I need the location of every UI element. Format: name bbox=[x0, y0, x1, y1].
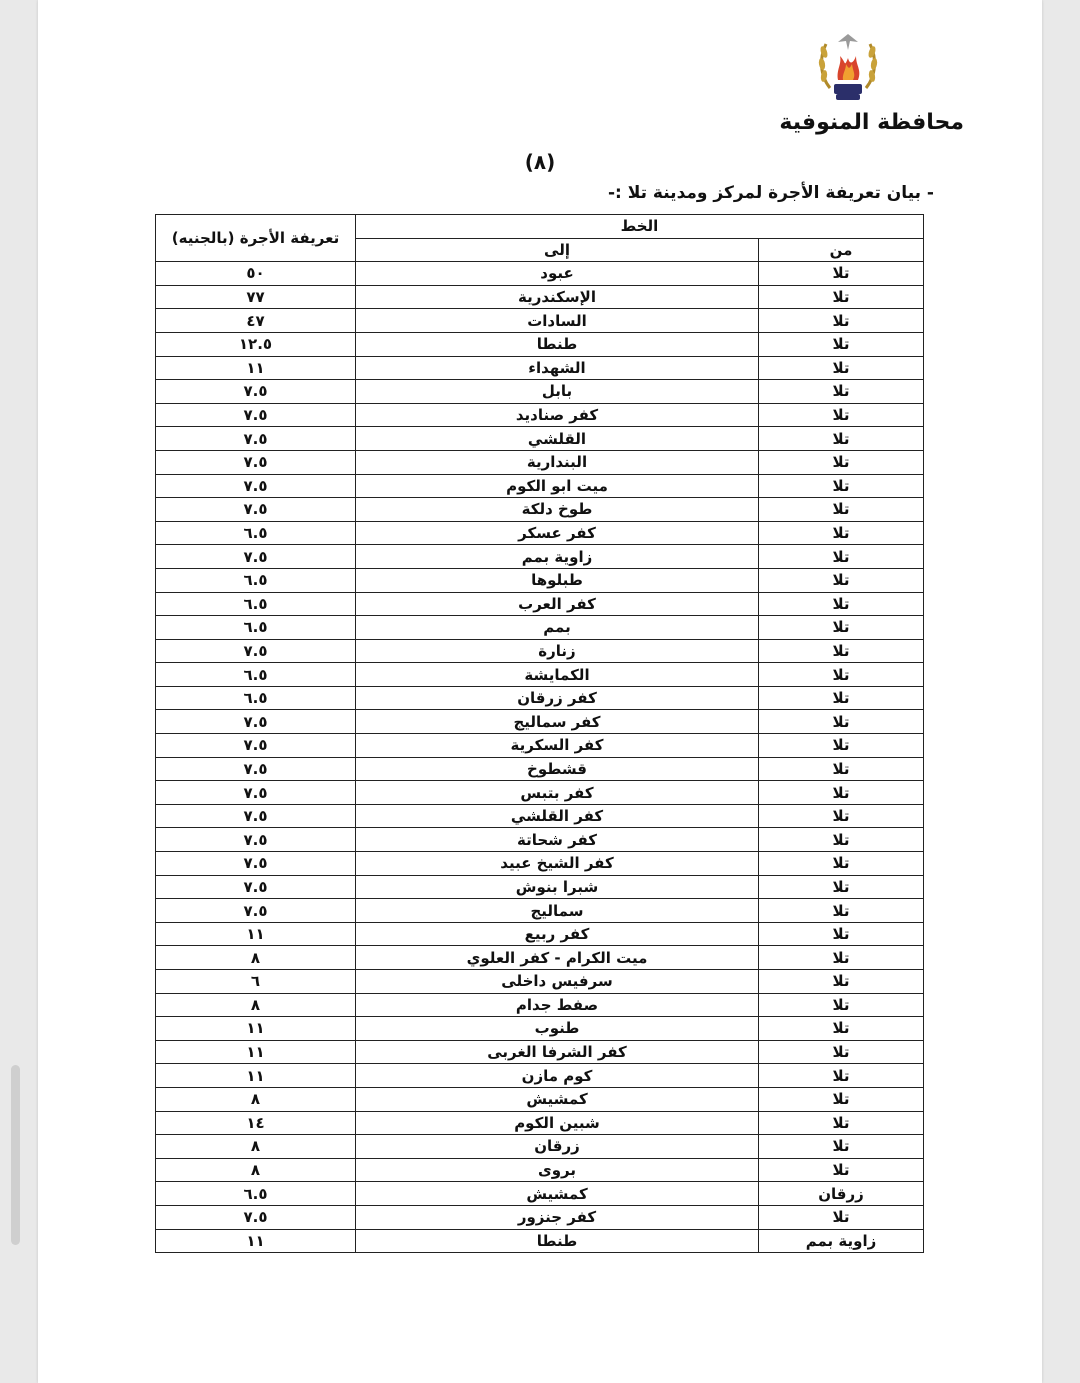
route-from-cell: تلا bbox=[759, 1135, 924, 1159]
fare-cell: ٨ bbox=[156, 946, 356, 970]
route-from-cell: تلا bbox=[759, 332, 924, 356]
fare-cell: ٧.٥ bbox=[156, 545, 356, 569]
route-to-cell: الكمايشة bbox=[356, 663, 759, 687]
fare-cell: ٨ bbox=[156, 1087, 356, 1111]
table-row bbox=[156, 450, 924, 474]
route-to-cell: كفر العرب bbox=[356, 592, 759, 616]
table-row bbox=[156, 1229, 924, 1253]
route-to-cell: سماليج bbox=[356, 899, 759, 923]
table-row bbox=[156, 592, 924, 616]
table-row bbox=[156, 899, 924, 923]
route-to-cell: كفر ربيع bbox=[356, 922, 759, 946]
route-to-cell: كمشيش bbox=[356, 1182, 759, 1206]
route-from-cell: تلا bbox=[759, 1158, 924, 1182]
route-from-cell: تلا bbox=[759, 498, 924, 522]
fare-cell: ٨ bbox=[156, 1158, 356, 1182]
table-row bbox=[156, 1017, 924, 1041]
fare-cell: ٧.٥ bbox=[156, 474, 356, 498]
table-row bbox=[156, 1135, 924, 1159]
fare-cell: ٧.٥ bbox=[156, 450, 356, 474]
route-from-cell: تلا bbox=[759, 686, 924, 710]
route-to-cell: القلشي bbox=[356, 427, 759, 451]
route-to-cell: كفر بتبس bbox=[356, 781, 759, 805]
table-row bbox=[156, 262, 924, 286]
fare-cell: ١١ bbox=[156, 1064, 356, 1088]
route-to-cell: الإسكندرية bbox=[356, 285, 759, 309]
table-row bbox=[156, 1205, 924, 1229]
route-to-cell: زرقان bbox=[356, 1135, 759, 1159]
to-header: إلى bbox=[356, 238, 759, 262]
route-from-cell: زرقان bbox=[759, 1182, 924, 1206]
scrollbar-thumb[interactable] bbox=[11, 1065, 20, 1245]
table-row bbox=[156, 993, 924, 1017]
route-from-cell: تلا bbox=[759, 1087, 924, 1111]
route-from-cell: تلا bbox=[759, 450, 924, 474]
fare-cell: ٧.٥ bbox=[156, 734, 356, 758]
route-to-cell: طبلوها bbox=[356, 568, 759, 592]
from-header: من bbox=[759, 238, 924, 262]
table-row bbox=[156, 1111, 924, 1135]
table-row bbox=[156, 686, 924, 710]
governorate-name: محافظة المنوفية bbox=[779, 110, 964, 135]
table-row bbox=[156, 828, 924, 852]
table-row bbox=[156, 498, 924, 522]
route-from-cell: تلا bbox=[759, 474, 924, 498]
fare-cell: ٥٠ bbox=[156, 262, 356, 286]
route-from-cell: تلا bbox=[759, 262, 924, 286]
route-from-cell: تلا bbox=[759, 804, 924, 828]
fare-cell: ٧.٥ bbox=[156, 804, 356, 828]
page-number: (٨) bbox=[524, 150, 556, 174]
table-row bbox=[156, 285, 924, 309]
fare-cell: ٦.٥ bbox=[156, 521, 356, 545]
route-to-cell: كفر عسكر bbox=[356, 521, 759, 545]
route-from-cell: زاوية بمم bbox=[759, 1229, 924, 1253]
route-to-cell: بمم bbox=[356, 616, 759, 640]
route-from-cell: تلا bbox=[759, 946, 924, 970]
route-to-cell: البندارية bbox=[356, 450, 759, 474]
route-to-cell: سرفيس داخلى bbox=[356, 970, 759, 994]
fare-table-body bbox=[156, 262, 924, 1253]
fare-cell: ٤٧ bbox=[156, 309, 356, 333]
fare-table-header bbox=[156, 215, 924, 262]
route-to-cell: طنطا bbox=[356, 1229, 759, 1253]
table-row bbox=[156, 380, 924, 404]
route-to-cell: ميت ابو الكوم bbox=[356, 474, 759, 498]
table-row bbox=[156, 474, 924, 498]
table-row bbox=[156, 852, 924, 876]
fare-cell: ١١ bbox=[156, 1017, 356, 1041]
route-to-cell: بابل bbox=[356, 380, 759, 404]
route-from-cell: تلا bbox=[759, 545, 924, 569]
table-row bbox=[156, 781, 924, 805]
route-from-cell: تلا bbox=[759, 828, 924, 852]
table-row bbox=[156, 356, 924, 380]
route-from-cell: تلا bbox=[759, 309, 924, 333]
route-to-cell: طنوب bbox=[356, 1017, 759, 1041]
route-to-cell: كوم مازن bbox=[356, 1064, 759, 1088]
fare-cell: ١١ bbox=[156, 1229, 356, 1253]
fare-cell: ٦ bbox=[156, 970, 356, 994]
route-to-cell: السادات bbox=[356, 309, 759, 333]
fare-table bbox=[155, 214, 924, 1253]
table-row bbox=[156, 521, 924, 545]
table-row bbox=[156, 970, 924, 994]
route-from-cell: تلا bbox=[759, 356, 924, 380]
route-to-cell: قشطوخ bbox=[356, 757, 759, 781]
table-row bbox=[156, 639, 924, 663]
route-to-cell: كفر جنزور bbox=[356, 1205, 759, 1229]
route-to-cell: زنارة bbox=[356, 639, 759, 663]
table-row bbox=[156, 757, 924, 781]
route-to-cell: كفر القلشي bbox=[356, 804, 759, 828]
fare-cell: ٧٧ bbox=[156, 285, 356, 309]
route-to-cell: بروى bbox=[356, 1158, 759, 1182]
table-row bbox=[156, 1064, 924, 1088]
route-from-cell: تلا bbox=[759, 639, 924, 663]
fare-cell: ١١ bbox=[156, 356, 356, 380]
fare-cell: ٧.٥ bbox=[156, 781, 356, 805]
fare-cell: ٧.٥ bbox=[156, 427, 356, 451]
route-from-cell: تلا bbox=[759, 1040, 924, 1064]
fare-cell: ٧.٥ bbox=[156, 757, 356, 781]
route-to-cell: عبود bbox=[356, 262, 759, 286]
route-from-cell: تلا bbox=[759, 1205, 924, 1229]
route-from-cell: تلا bbox=[759, 568, 924, 592]
table-row bbox=[156, 922, 924, 946]
line-header: الخط bbox=[356, 215, 924, 239]
governorate-emblem-icon bbox=[816, 28, 880, 104]
route-to-cell: كفر الشيخ عبيد bbox=[356, 852, 759, 876]
route-from-cell: تلا bbox=[759, 899, 924, 923]
fare-cell: ٨ bbox=[156, 1135, 356, 1159]
fare-cell: ٧.٥ bbox=[156, 852, 356, 876]
fare-cell: ٨ bbox=[156, 993, 356, 1017]
table-row bbox=[156, 710, 924, 734]
table-row bbox=[156, 734, 924, 758]
fare-cell: ٧.٥ bbox=[156, 403, 356, 427]
fare-cell: ٦.٥ bbox=[156, 1182, 356, 1206]
route-from-cell: تلا bbox=[759, 852, 924, 876]
route-to-cell: كفر سماليج bbox=[356, 710, 759, 734]
fare-header: تعريفة الأجرة (بالجنيه) bbox=[156, 215, 356, 262]
route-from-cell: تلا bbox=[759, 781, 924, 805]
fare-cell: ١١ bbox=[156, 922, 356, 946]
fare-cell: ٧.٥ bbox=[156, 1205, 356, 1229]
route-to-cell: كفر صناديد bbox=[356, 403, 759, 427]
route-from-cell: تلا bbox=[759, 993, 924, 1017]
route-from-cell: تلا bbox=[759, 922, 924, 946]
table-row bbox=[156, 663, 924, 687]
fare-cell: ٧.٥ bbox=[156, 875, 356, 899]
route-to-cell: طوخ دلكة bbox=[356, 498, 759, 522]
route-from-cell: تلا bbox=[759, 1064, 924, 1088]
route-to-cell: صفط جدام bbox=[356, 993, 759, 1017]
fare-cell: ١٢.٥ bbox=[156, 332, 356, 356]
fare-cell: ٦.٥ bbox=[156, 616, 356, 640]
table-row bbox=[156, 946, 924, 970]
route-to-cell: الشهداء bbox=[356, 356, 759, 380]
table-row bbox=[156, 545, 924, 569]
table-row bbox=[156, 875, 924, 899]
table-row bbox=[156, 309, 924, 333]
table-row bbox=[156, 427, 924, 451]
route-from-cell: تلا bbox=[759, 734, 924, 758]
table-row bbox=[156, 403, 924, 427]
fare-cell: ١١ bbox=[156, 1040, 356, 1064]
fare-cell: ٧.٥ bbox=[156, 380, 356, 404]
table-row bbox=[156, 568, 924, 592]
fare-cell: ٧.٥ bbox=[156, 828, 356, 852]
table-row bbox=[156, 804, 924, 828]
fare-cell: ١٤ bbox=[156, 1111, 356, 1135]
route-from-cell: تلا bbox=[759, 380, 924, 404]
fare-cell: ٧.٥ bbox=[156, 639, 356, 663]
table-row bbox=[156, 332, 924, 356]
route-from-cell: تلا bbox=[759, 616, 924, 640]
table-row bbox=[156, 616, 924, 640]
route-to-cell: طنطا bbox=[356, 332, 759, 356]
route-to-cell: ميت الكرام - كفر العلوي bbox=[356, 946, 759, 970]
fare-cell: ٧.٥ bbox=[156, 899, 356, 923]
route-to-cell: كمشيش bbox=[356, 1087, 759, 1111]
route-from-cell: تلا bbox=[759, 970, 924, 994]
route-to-cell: كفر زرقان bbox=[356, 686, 759, 710]
route-to-cell: كفر السكرية bbox=[356, 734, 759, 758]
route-to-cell: شبرا بنوش bbox=[356, 875, 759, 899]
route-to-cell: زاوية بمم bbox=[356, 545, 759, 569]
route-from-cell: تلا bbox=[759, 521, 924, 545]
fare-cell: ٧.٥ bbox=[156, 710, 356, 734]
route-from-cell: تلا bbox=[759, 875, 924, 899]
fare-cell: ٦.٥ bbox=[156, 686, 356, 710]
route-from-cell: تلا bbox=[759, 710, 924, 734]
table-row bbox=[156, 1087, 924, 1111]
fare-cell: ٦.٥ bbox=[156, 592, 356, 616]
table-row bbox=[156, 1182, 924, 1206]
route-to-cell: كفر شحاتة bbox=[356, 828, 759, 852]
route-from-cell: تلا bbox=[759, 663, 924, 687]
route-from-cell: تلا bbox=[759, 1017, 924, 1041]
table-title: - بيان تعريفة الأجرة لمركز ومدينة تلا :- bbox=[607, 183, 934, 203]
route-from-cell: تلا bbox=[759, 427, 924, 451]
fare-cell: ٦.٥ bbox=[156, 663, 356, 687]
route-from-cell: تلا bbox=[759, 285, 924, 309]
route-to-cell: شبين الكوم bbox=[356, 1111, 759, 1135]
route-from-cell: تلا bbox=[759, 757, 924, 781]
table-row bbox=[156, 1158, 924, 1182]
fare-cell: ٧.٥ bbox=[156, 498, 356, 522]
route-from-cell: تلا bbox=[759, 592, 924, 616]
route-from-cell: تلا bbox=[759, 1111, 924, 1135]
fare-cell: ٦.٥ bbox=[156, 568, 356, 592]
table-row bbox=[156, 1040, 924, 1064]
route-to-cell: كفر الشرفا الغربى bbox=[356, 1040, 759, 1064]
route-from-cell: تلا bbox=[759, 403, 924, 427]
